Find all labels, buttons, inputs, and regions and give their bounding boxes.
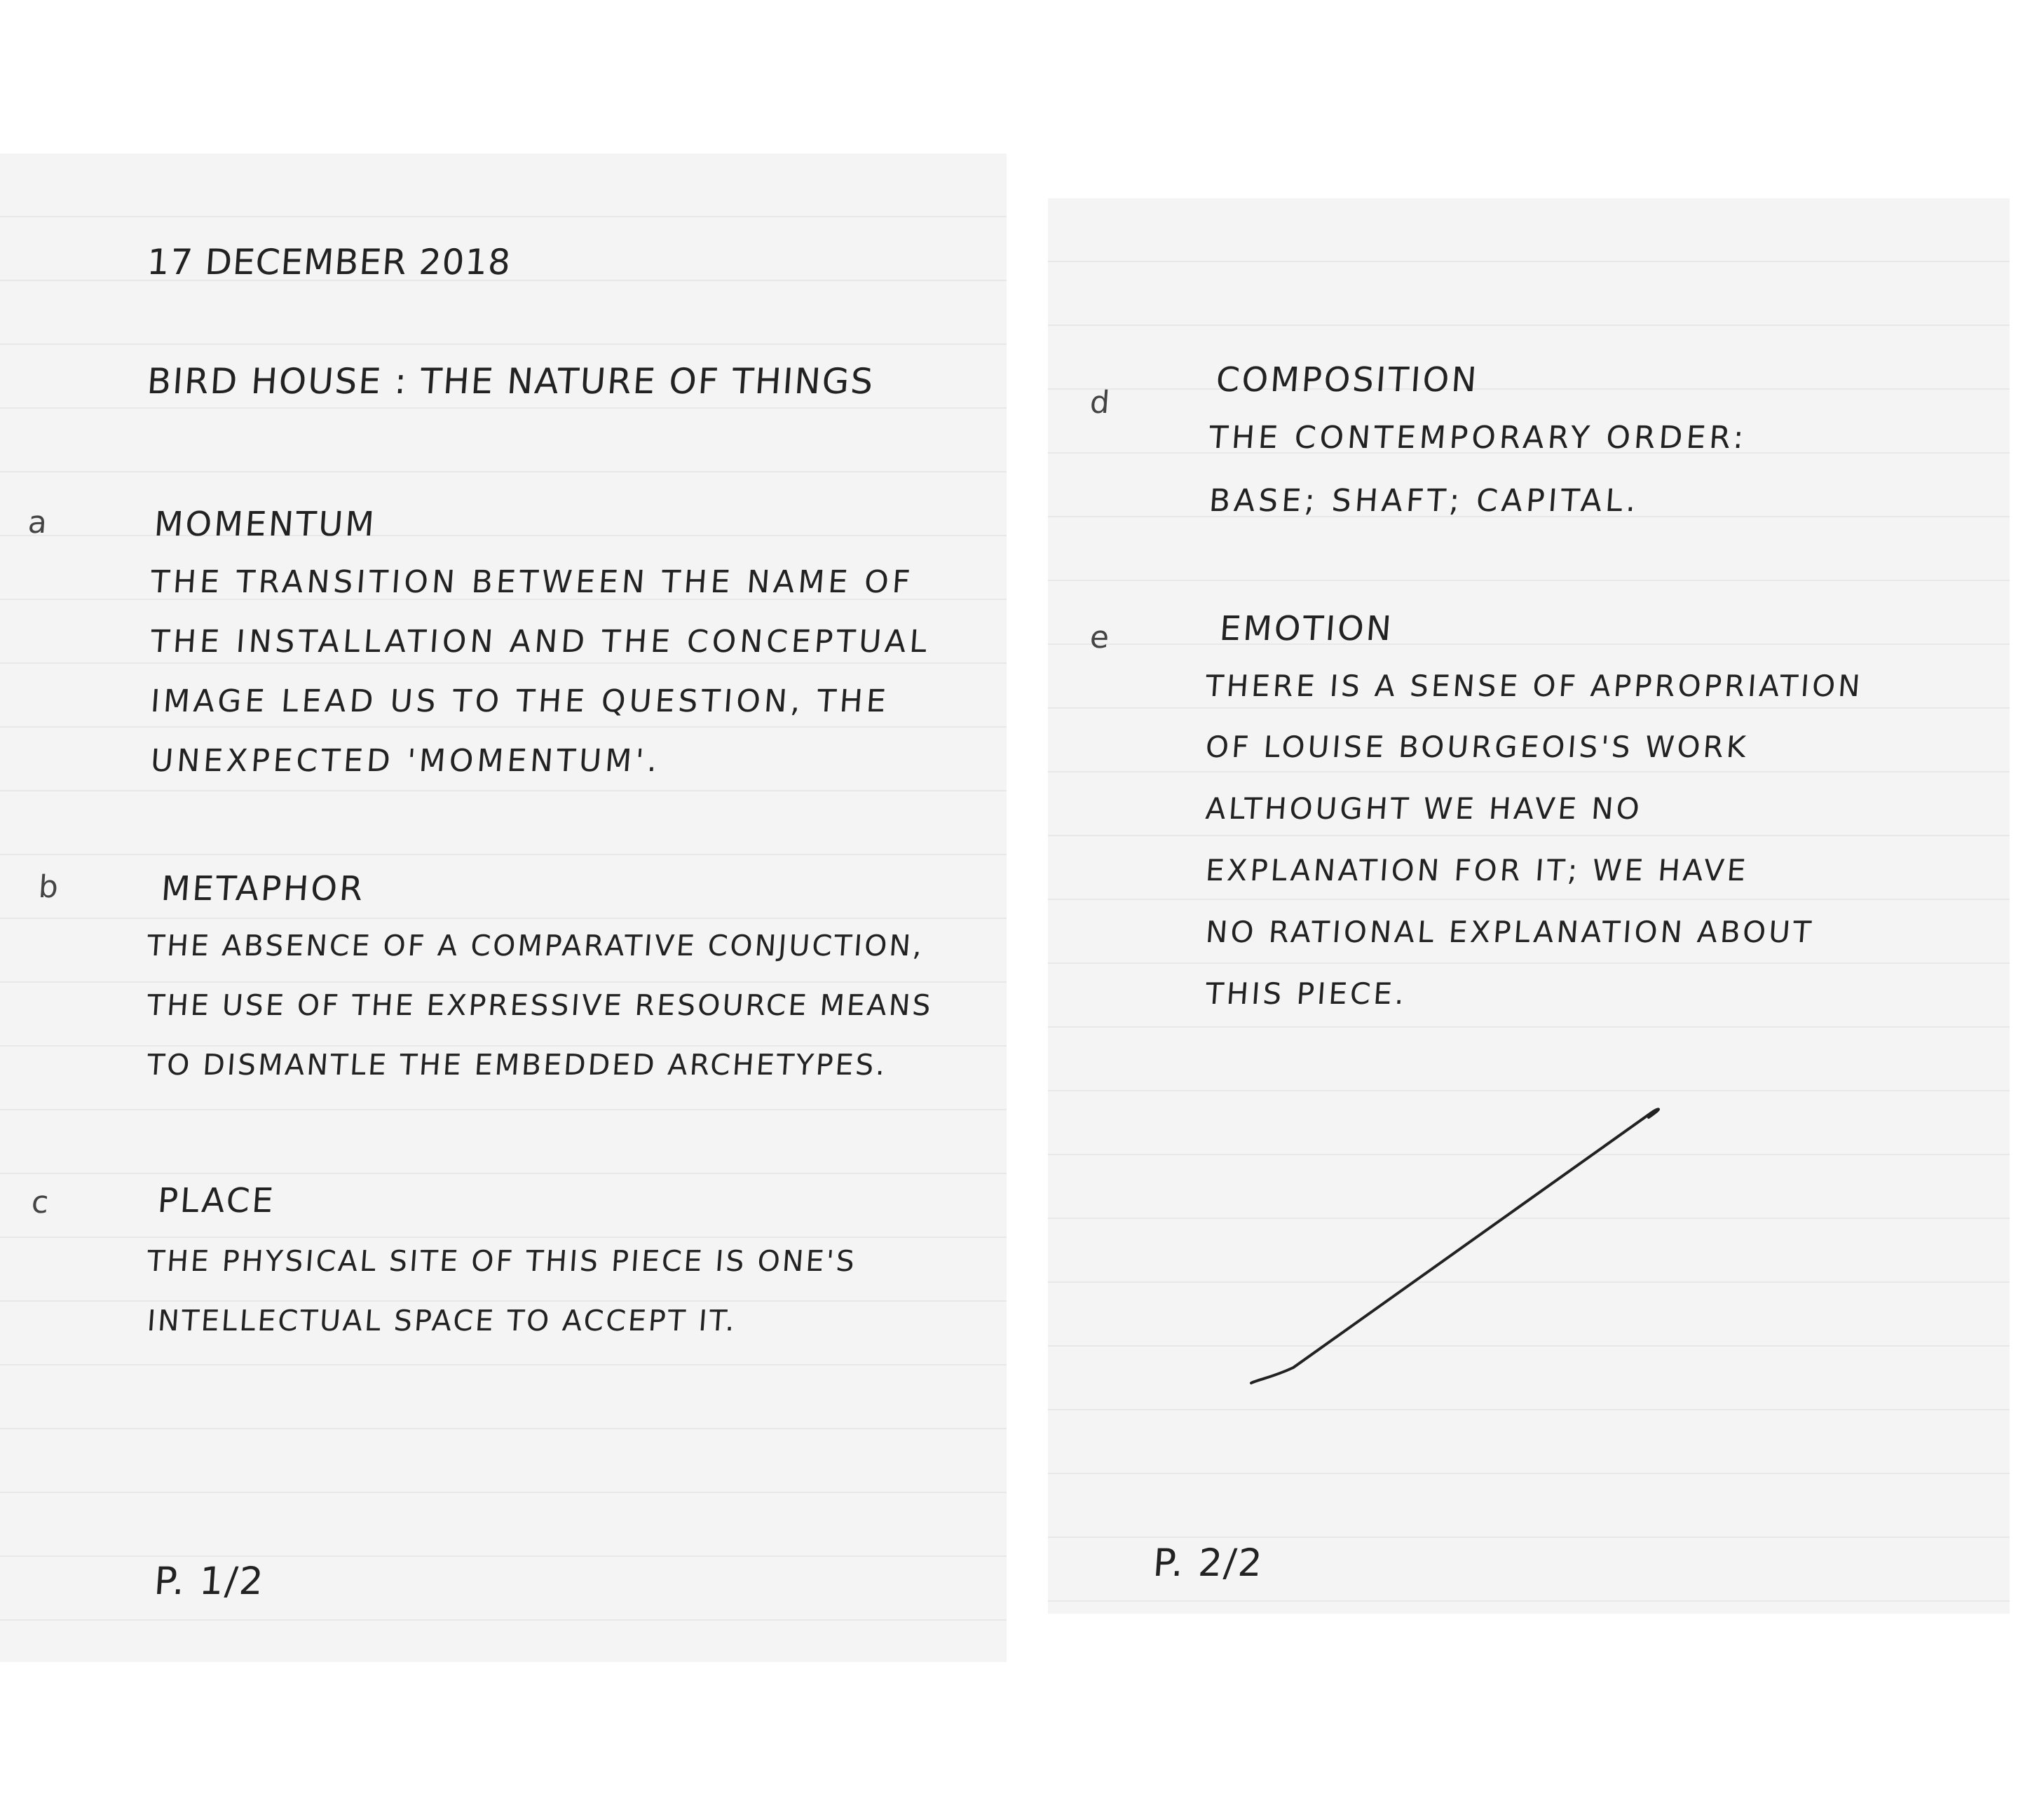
- notebook-page-1: [0, 154, 1007, 1662]
- section-line: THERE IS A SENSE OF APPROPRIATION: [1204, 669, 1865, 703]
- section-line: THE INSTALLATION AND THE CONCEPTUAL: [149, 624, 932, 660]
- section-line: BASE; SHAFT; CAPITAL.: [1208, 483, 1641, 519]
- section-line: THE TRANSITION BETWEEN THE NAME OF: [149, 564, 915, 600]
- page-number: P. 1/2: [152, 1559, 266, 1603]
- section-line: THE USE OF THE EXPRESSIVE RESOURCE MEANS: [146, 988, 934, 1022]
- section-marker: c: [30, 1185, 53, 1220]
- page-date: 17 DECEMBER 2018: [145, 242, 513, 282]
- section-marker: b: [37, 869, 62, 905]
- section-line: THIS PIECE.: [1204, 976, 1408, 1011]
- section-marker: a: [27, 505, 51, 540]
- section-line: EXPLANATION FOR IT; WE HAVE: [1204, 853, 1750, 887]
- section-marker: d: [1089, 385, 1114, 421]
- section-title: METAPHOR: [160, 869, 367, 908]
- section-line: IMAGE LEAD US TO THE QUESTION, THE: [149, 683, 891, 719]
- section-line: THE ABSENCE OF A COMPARATIVE CONJUCTION,: [146, 929, 925, 962]
- section-title: PLACE: [156, 1181, 277, 1220]
- page-heading: BIRD HOUSE : THE NATURE OF THINGS: [145, 361, 876, 402]
- section-marker: e: [1089, 620, 1113, 655]
- page-number: P. 2/2: [1151, 1541, 1265, 1585]
- section-title: COMPOSITION: [1215, 360, 1480, 400]
- diagonal-pen-stroke: [1048, 198, 2010, 1614]
- section-line: THE PHYSICAL SITE OF THIS PIECE IS ONE'S: [146, 1244, 858, 1278]
- section-title: EMOTION: [1218, 609, 1395, 648]
- section-line: NO RATIONAL EXPLANATION ABOUT: [1204, 915, 1815, 949]
- section-line: UNEXPECTED 'MOMENTUM'.: [149, 743, 662, 779]
- section-line: TO DISMANTLE THE EMBEDDED ARCHETYPES.: [146, 1048, 889, 1082]
- section-title: MOMENTUM: [153, 505, 378, 544]
- section-line: INTELLECTUAL SPACE TO ACCEPT IT.: [146, 1304, 738, 1337]
- section-line: ALTHOUGHT WE HAVE NO: [1204, 791, 1644, 826]
- section-line: THE CONTEMPORARY ORDER:: [1208, 420, 1749, 456]
- notebook-page-2: [1048, 198, 2010, 1614]
- section-line: OF LOUISE BOURGEOIS'S WORK: [1204, 730, 1750, 764]
